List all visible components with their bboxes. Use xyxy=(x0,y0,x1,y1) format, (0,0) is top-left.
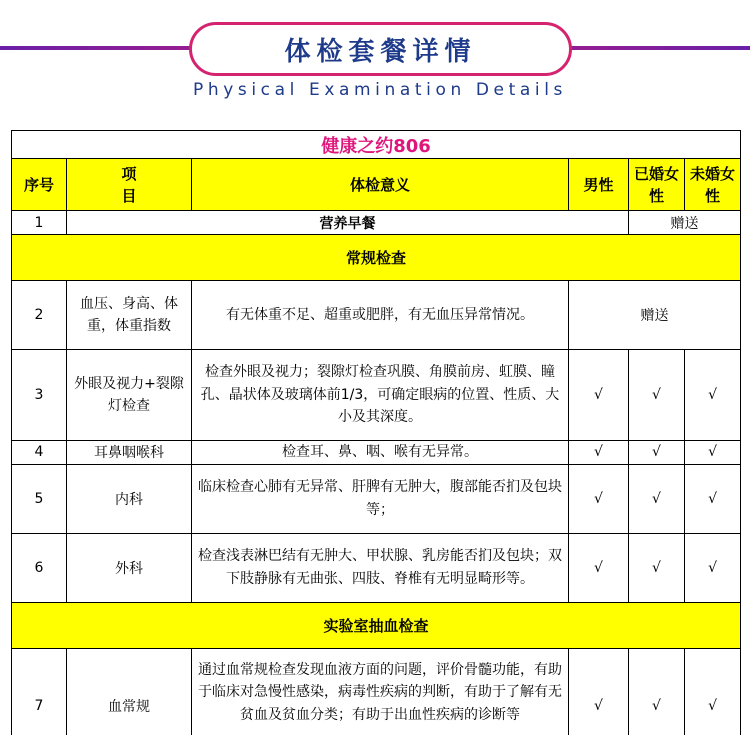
male-check: √ xyxy=(569,533,629,602)
col-header-no: 序号 xyxy=(12,159,67,211)
col-header-male: 男性 xyxy=(569,159,629,211)
row-item: 内科 xyxy=(67,464,192,533)
col-header-unmarried-female: 未婚女性 xyxy=(685,159,741,211)
table-row xyxy=(12,211,741,235)
section-row xyxy=(12,235,741,281)
section-title: 实验室抽血检查 xyxy=(12,602,741,648)
row-no: 5 xyxy=(12,464,67,533)
male-check: √ xyxy=(569,350,629,441)
row-note: 赠送 xyxy=(569,281,741,350)
row-no: 7 xyxy=(12,648,67,735)
row-item: 营养早餐 xyxy=(67,211,629,235)
table-row xyxy=(12,350,741,441)
married-female-check: √ xyxy=(629,441,685,465)
male-check: √ xyxy=(569,648,629,735)
row-no: 2 xyxy=(12,281,67,350)
exam-package-table xyxy=(11,130,741,735)
row-meaning: 检查外眼及视力；裂隙灯检查巩膜、角膜前房、虹膜、瞳孔、晶状体及玻璃体前1/3，可确定眼病的位置、性质、大小及其深度。 xyxy=(192,350,569,441)
row-item: 血压、身高、体重，体重指数 xyxy=(67,281,192,350)
unmarried-female-check: √ xyxy=(685,533,741,602)
col-header-meaning: 体检意义 xyxy=(192,159,569,211)
unmarried-female-check: √ xyxy=(685,350,741,441)
row-meaning: 检查浅表淋巴结有无肿大、甲状腺、乳房能否扪及包块；双下肢静脉有无曲张、四肢、脊椎有无明显畸形等。 xyxy=(192,533,569,602)
col-header-item: 项 目 xyxy=(67,159,192,211)
row-no: 1 xyxy=(12,211,67,235)
row-item: 外眼及视力+裂隙灯检查 xyxy=(67,350,192,441)
male-check: √ xyxy=(569,464,629,533)
married-female-check: √ xyxy=(629,350,685,441)
married-female-check: √ xyxy=(629,533,685,602)
unmarried-female-check: √ xyxy=(685,441,741,465)
row-no: 6 xyxy=(12,533,67,602)
male-check: √ xyxy=(569,441,629,465)
table-row xyxy=(12,464,741,533)
row-item: 血常规 xyxy=(67,648,192,735)
unmarried-female-check: √ xyxy=(685,464,741,533)
row-note: 赠送 xyxy=(629,211,741,235)
row-no: 4 xyxy=(12,441,67,465)
row-meaning: 临床检查心肺有无异常、肝脾有无肿大，腹部能否扪及包块等； xyxy=(192,464,569,533)
col-header-married-female: 已婚女性 xyxy=(629,159,685,211)
table-row xyxy=(12,441,741,465)
married-female-check: √ xyxy=(629,648,685,735)
row-meaning: 检查耳、鼻、咽、喉有无异常。 xyxy=(192,441,569,465)
table-row xyxy=(12,281,741,350)
package-name: 健康之约806 xyxy=(12,131,741,159)
row-item: 耳鼻咽喉科 xyxy=(67,441,192,465)
page-title: 体检套餐详情 xyxy=(284,36,477,67)
section-row xyxy=(12,602,741,648)
married-female-check: √ xyxy=(629,464,685,533)
table-row xyxy=(12,648,741,735)
section-title: 常规检查 xyxy=(12,235,741,281)
row-meaning: 通过血常规检查发现血液方面的问题，评价骨髓功能，有助于临床对急慢性感染，病毒性疾病的判断，有助于了解有无贫血及贫血分类；有助于出血性疾病的诊断等 xyxy=(192,648,569,735)
page-subtitle: Physical Examination Details xyxy=(193,80,567,100)
row-item: 外科 xyxy=(67,533,192,602)
banner-pill xyxy=(189,22,572,76)
row-no: 3 xyxy=(12,350,67,441)
unmarried-female-check: √ xyxy=(685,648,741,735)
package-title-row xyxy=(12,131,741,159)
row-meaning: 有无体重不足、超重或肥胖，有无血压异常情况。 xyxy=(192,281,569,350)
column-header-row xyxy=(12,159,741,211)
table-row xyxy=(12,533,741,602)
